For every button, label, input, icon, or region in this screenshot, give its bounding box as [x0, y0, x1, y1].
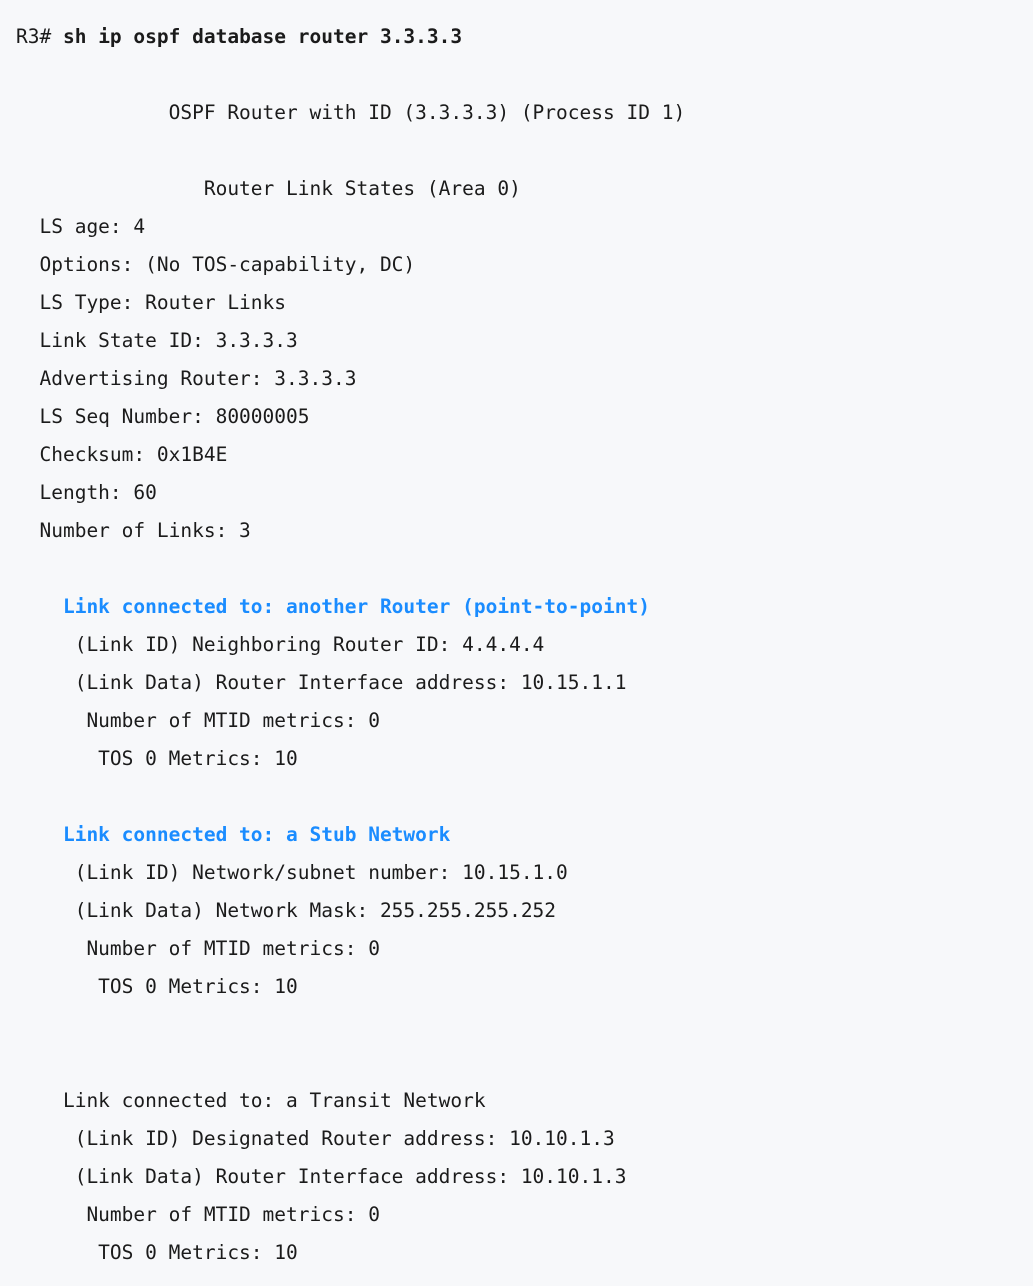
output-line: Number of Links: 3 — [16, 519, 251, 542]
output-line: (Link Data) Router Interface address: 10.10.1.3 — [16, 1165, 627, 1188]
output-line: TOS 0 Metrics: 10 — [16, 1241, 298, 1264]
output-line: Link State ID: 3.3.3.3 — [16, 329, 298, 352]
output-line: (Link ID) Neighboring Router ID: 4.4.4.4 — [16, 633, 545, 656]
output-line: LS age: 4 — [16, 215, 146, 238]
output-blank-line — [16, 550, 1017, 588]
output-blank-line — [16, 1044, 1017, 1082]
output-line: (Link Data) Network Mask: 255.255.255.252 — [16, 899, 557, 922]
output-line: TOS 0 Metrics: 10 — [16, 747, 298, 770]
output-line-highlighted: Link connected to: a Stub Network — [16, 823, 451, 846]
output-blank-line — [16, 1006, 1017, 1044]
output-line: Checksum: 0x1B4E — [16, 443, 228, 466]
output-line: Number of MTID metrics: 0 — [16, 1203, 380, 1226]
output-line: TOS 0 Metrics: 10 — [16, 975, 298, 998]
output-line-highlighted: Link connected to: another Router (point-to-point) — [16, 595, 650, 618]
output-line: OSPF Router with ID (3.3.3.3) (Process ID 1) — [16, 101, 686, 124]
output-line: Number of MTID metrics: 0 — [16, 937, 380, 960]
output-line: Number of MTID metrics: 0 — [16, 709, 380, 732]
shell-prompt: R3# — [16, 25, 63, 48]
output-line-list — [16, 56, 1017, 1272]
output-line: Router Link States (Area 0) — [16, 177, 521, 200]
output-line: (Link ID) Designated Router address: 10.10.1.3 — [16, 1127, 615, 1150]
output-blank-line — [16, 132, 1017, 170]
output-line: LS Seq Number: 80000005 — [16, 405, 310, 428]
output-line: Options: (No TOS-capability, DC) — [16, 253, 416, 276]
output-line: (Link Data) Router Interface address: 10.15.1.1 — [16, 671, 627, 694]
entered-command: sh ip ospf database router 3.3.3.3 — [62, 25, 463, 48]
output-line: LS Type: Router Links — [16, 291, 287, 314]
output-line: Link connected to: a Transit Network — [16, 1089, 486, 1112]
output-line: Length: 60 — [16, 481, 157, 504]
command-line — [16, 18, 1017, 56]
output-line: Advertising Router: 3.3.3.3 — [16, 367, 357, 390]
output-blank-line — [16, 56, 1017, 94]
output-blank-line — [16, 778, 1017, 816]
output-line: (Link ID) Network/subnet number: 10.15.1.0 — [16, 861, 568, 884]
